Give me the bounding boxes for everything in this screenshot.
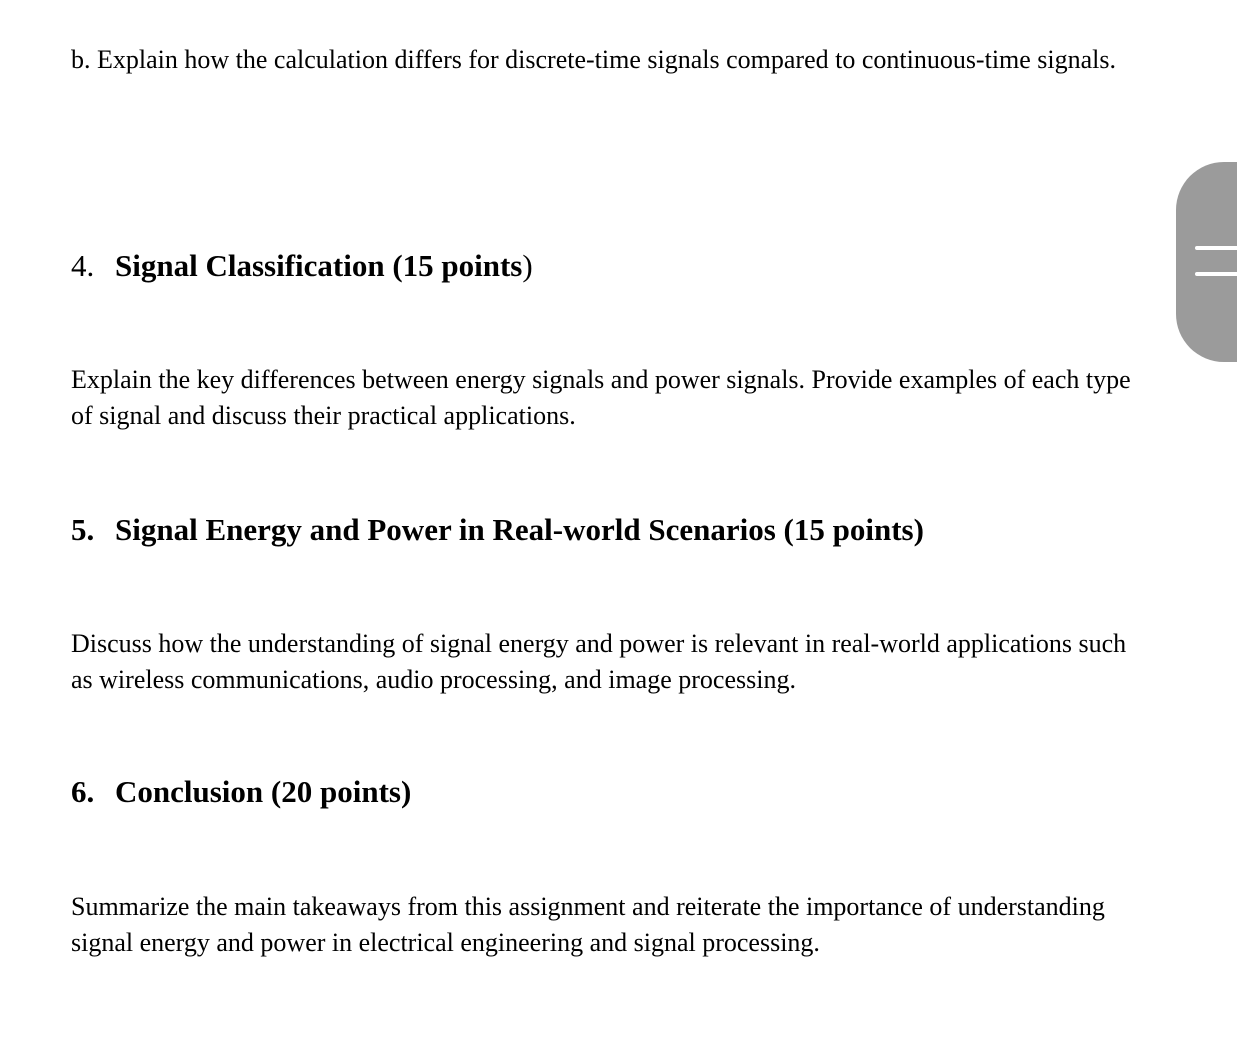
section-5-body: Discuss how the understanding of signal energy and power is relevant in real-world applications such as wireless communications, audio processing, and image processing. bbox=[71, 629, 1127, 694]
section-4-title-closing: ) bbox=[522, 248, 533, 283]
section-6-body: Summarize the main takeaways from this assignment and reiterate the importance of understanding signal energy and power in electrical engineering and signal processing. bbox=[71, 892, 1105, 957]
section-4-number: 4. bbox=[71, 248, 95, 283]
side-menu-tab[interactable] bbox=[1176, 162, 1237, 362]
section-5-number: 5. bbox=[71, 512, 95, 547]
section-6-number: 6. bbox=[71, 774, 95, 809]
section-4-title: Signal Classification (15 points bbox=[115, 248, 523, 283]
section-4-body: Explain the key differences between energy signals and power signals. Provide examples of each type of signal and discuss their practical applications. bbox=[71, 365, 1131, 430]
section-5-title: Signal Energy and Power in Real-world Scenarios (15 points) bbox=[115, 512, 924, 547]
section-5-heading bbox=[71, 510, 924, 550]
section-4-heading bbox=[71, 246, 533, 286]
section-6-heading bbox=[71, 772, 411, 812]
section-6-title: Conclusion (20 points) bbox=[115, 774, 412, 809]
paragraph-b: b. Explain how the calculation differs for discrete-time signals compared to continuous-time signals. bbox=[71, 45, 1117, 74]
